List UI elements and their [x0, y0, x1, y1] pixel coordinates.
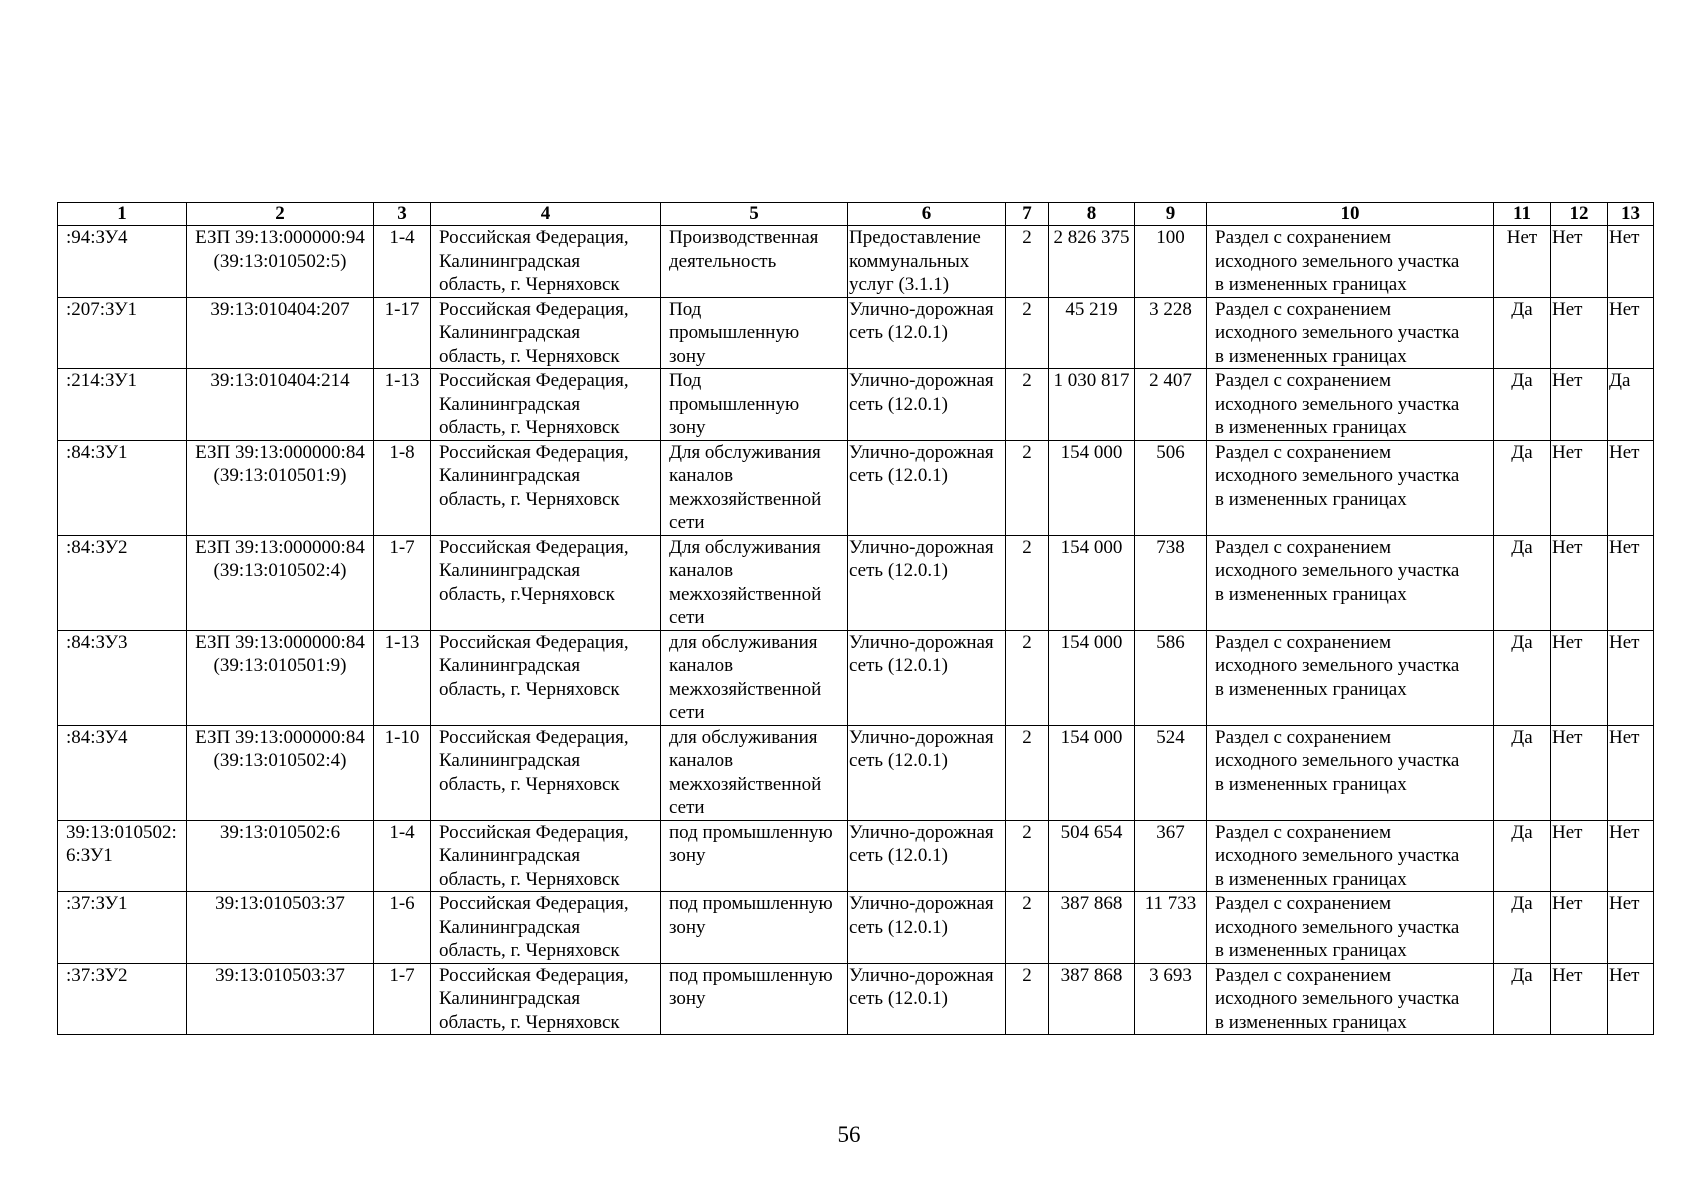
table-cell-col-13: Нет	[1608, 226, 1654, 298]
page-number: 56	[837, 1122, 861, 1147]
column-header-9: 9	[1135, 203, 1207, 226]
table-row	[58, 725, 1654, 820]
table-cell-col-6: Предоставление коммунальных услуг (3.1.1)	[848, 226, 1006, 298]
table-cell-col-4: Российская Федерация, Калининградская область, г. Черняховск	[431, 630, 661, 725]
column-header-3: 3	[374, 203, 431, 226]
table-cell-col-1: :84:ЗУ3	[58, 630, 187, 725]
table-cell-col-12: Нет	[1551, 892, 1608, 964]
table-cell-col-9: 3 228	[1135, 297, 1207, 369]
table-cell-col-5: под промышленную зону	[661, 892, 848, 964]
table-cell-col-8: 154 000	[1049, 440, 1135, 535]
table-cell-col-4: Российская Федерация, Калининградская область, г. Черняховск	[431, 297, 661, 369]
table-cell-col-2: ЕЗП 39:13:000000:84 (39:13:010502:4)	[187, 725, 374, 820]
table-cell-col-9: 524	[1135, 725, 1207, 820]
table-cell-col-13: Нет	[1608, 535, 1654, 630]
table-cell-col-1: :84:ЗУ4	[58, 725, 187, 820]
table-cell-col-6: Улично-дорожная сеть (12.0.1)	[848, 963, 1006, 1035]
table-cell-col-7: 2	[1006, 297, 1049, 369]
table-cell-col-1: :84:ЗУ1	[58, 440, 187, 535]
table-row	[58, 892, 1654, 964]
table-cell-col-7: 2	[1006, 630, 1049, 725]
table-cell-col-6: Улично-дорожная сеть (12.0.1)	[848, 297, 1006, 369]
table-cell-col-3: 1-4	[374, 226, 431, 298]
table-cell-col-7: 2	[1006, 226, 1049, 298]
table-cell-col-7: 2	[1006, 725, 1049, 820]
table-cell-col-6: Улично-дорожная сеть (12.0.1)	[848, 630, 1006, 725]
table-cell-col-4: Российская Федерация, Калининградская область, г. Черняховск	[431, 440, 661, 535]
table-cell-col-3: 1-6	[374, 892, 431, 964]
table-cell-col-3: 1-13	[374, 630, 431, 725]
table-cell-col-7: 2	[1006, 369, 1049, 441]
table-cell-col-9: 586	[1135, 630, 1207, 725]
table-cell-col-9: 738	[1135, 535, 1207, 630]
table-cell-col-10: Раздел с сохранением исходного земельного участка в измененных границах	[1207, 226, 1494, 298]
table-cell-col-2: ЕЗП 39:13:000000:94 (39:13:010502:5)	[187, 226, 374, 298]
table-cell-col-2: 39:13:010503:37	[187, 963, 374, 1035]
table-row	[58, 440, 1654, 535]
table-cell-col-10: Раздел с сохранением исходного земельного участка в измененных границах	[1207, 892, 1494, 964]
table-cell-col-1: :214:ЗУ1	[58, 369, 187, 441]
table-cell-col-8: 1 030 817	[1049, 369, 1135, 441]
table-cell-col-7: 2	[1006, 440, 1049, 535]
table-header-row	[58, 203, 1654, 226]
table-cell-col-12: Нет	[1551, 725, 1608, 820]
table-cell-col-11: Да	[1494, 963, 1551, 1035]
table-cell-col-10: Раздел с сохранением исходного земельного участка в измененных границах	[1207, 297, 1494, 369]
table-cell-col-5: Производственная деятельность	[661, 226, 848, 298]
table-cell-col-6: Улично-дорожная сеть (12.0.1)	[848, 369, 1006, 441]
table-cell-col-7: 2	[1006, 892, 1049, 964]
table-cell-col-5: для обслуживания каналов межхозяйственной сети	[661, 630, 848, 725]
table-cell-col-8: 2 826 375	[1049, 226, 1135, 298]
table-cell-col-13: Нет	[1608, 630, 1654, 725]
table-cell-col-9: 2 407	[1135, 369, 1207, 441]
column-header-11: 11	[1494, 203, 1551, 226]
column-header-2: 2	[187, 203, 374, 226]
table-cell-col-12: Нет	[1551, 630, 1608, 725]
table-cell-col-13: Да	[1608, 369, 1654, 441]
table-cell-col-5: под промышленную зону	[661, 963, 848, 1035]
table-cell-col-6: Улично-дорожная сеть (12.0.1)	[848, 440, 1006, 535]
table-cell-col-4: Российская Федерация, Калининградская область, г.Черняховск	[431, 535, 661, 630]
table-cell-col-13: Нет	[1608, 725, 1654, 820]
table-cell-col-8: 387 868	[1049, 963, 1135, 1035]
table-row	[58, 535, 1654, 630]
table-cell-col-4: Российская Федерация, Калининградская область, г. Черняховск	[431, 963, 661, 1035]
table-cell-col-2: ЕЗП 39:13:000000:84 (39:13:010502:4)	[187, 535, 374, 630]
table-cell-col-9: 11 733	[1135, 892, 1207, 964]
table-cell-col-2: ЕЗП 39:13:000000:84 (39:13:010501:9)	[187, 440, 374, 535]
table-cell-col-7: 2	[1006, 535, 1049, 630]
table-cell-col-11: Да	[1494, 297, 1551, 369]
table-row	[58, 820, 1654, 892]
table-cell-col-11: Да	[1494, 440, 1551, 535]
table-cell-col-13: Нет	[1608, 440, 1654, 535]
table-cell-col-8: 154 000	[1049, 725, 1135, 820]
table-cell-col-8: 154 000	[1049, 535, 1135, 630]
table-cell-col-6: Улично-дорожная сеть (12.0.1)	[848, 535, 1006, 630]
table-cell-col-11: Нет	[1494, 226, 1551, 298]
table-cell-col-13: Нет	[1608, 892, 1654, 964]
table-cell-col-8: 387 868	[1049, 892, 1135, 964]
table-cell-col-5: Под промышленную зону	[661, 297, 848, 369]
table-cell-col-1: :37:ЗУ1	[58, 892, 187, 964]
column-header-6: 6	[848, 203, 1006, 226]
table-cell-col-5: Для обслуживания каналов межхозяйственной сети	[661, 535, 848, 630]
table-cell-col-5: Для обслуживания каналов межхозяйственной сети	[661, 440, 848, 535]
table-row	[58, 226, 1654, 298]
table-cell-col-11: Да	[1494, 535, 1551, 630]
table-cell-col-6: Улично-дорожная сеть (12.0.1)	[848, 892, 1006, 964]
table-cell-col-12: Нет	[1551, 226, 1608, 298]
table-cell-col-2: 39:13:010503:37	[187, 892, 374, 964]
column-header-4: 4	[431, 203, 661, 226]
table-cell-col-1: 39:13:010502: 6:ЗУ1	[58, 820, 187, 892]
table-row	[58, 630, 1654, 725]
table-cell-col-9: 506	[1135, 440, 1207, 535]
column-header-7: 7	[1006, 203, 1049, 226]
table-cell-col-8: 45 219	[1049, 297, 1135, 369]
table-cell-col-5: для обслуживания каналов межхозяйственной сети	[661, 725, 848, 820]
table-cell-col-12: Нет	[1551, 535, 1608, 630]
table-cell-col-3: 1-7	[374, 963, 431, 1035]
table-cell-col-11: Да	[1494, 820, 1551, 892]
table-cell-col-11: Да	[1494, 725, 1551, 820]
table-cell-col-10: Раздел с сохранением исходного земельного участка в измененных границах	[1207, 369, 1494, 441]
table-cell-col-12: Нет	[1551, 820, 1608, 892]
table-cell-col-12: Нет	[1551, 369, 1608, 441]
table-cell-col-3: 1-7	[374, 535, 431, 630]
table-cell-col-13: Нет	[1608, 820, 1654, 892]
table-row	[58, 369, 1654, 441]
table-cell-col-6: Улично-дорожная сеть (12.0.1)	[848, 725, 1006, 820]
table-cell-col-10: Раздел с сохранением исходного земельного участка в измененных границах	[1207, 535, 1494, 630]
table-row	[58, 297, 1654, 369]
column-header-8: 8	[1049, 203, 1135, 226]
table-body	[58, 226, 1654, 1035]
table-cell-col-12: Нет	[1551, 297, 1608, 369]
table-row	[58, 963, 1654, 1035]
table-cell-col-10: Раздел с сохранением исходного земельного участка в измененных границах	[1207, 440, 1494, 535]
table-cell-col-3: 1-17	[374, 297, 431, 369]
table-cell-col-8: 504 654	[1049, 820, 1135, 892]
table-cell-col-5: под промышленную зону	[661, 820, 848, 892]
table-cell-col-4: Российская Федерация, Калининградская область, г. Черняховск	[431, 369, 661, 441]
table-cell-col-7: 2	[1006, 820, 1049, 892]
table-cell-col-6: Улично-дорожная сеть (12.0.1)	[848, 820, 1006, 892]
table-cell-col-8: 154 000	[1049, 630, 1135, 725]
table-cell-col-4: Российская Федерация, Калининградская область, г. Черняховск	[431, 892, 661, 964]
column-header-13: 13	[1608, 203, 1654, 226]
table-cell-col-11: Да	[1494, 369, 1551, 441]
table-cell-col-1: :84:ЗУ2	[58, 535, 187, 630]
table-cell-col-10: Раздел с сохранением исходного земельного участка в измененных границах	[1207, 725, 1494, 820]
table-cell-col-1: :207:ЗУ1	[58, 297, 187, 369]
table-cell-col-9: 3 693	[1135, 963, 1207, 1035]
table-cell-col-10: Раздел с сохранением исходного земельного участка в измененных границах	[1207, 963, 1494, 1035]
table-cell-col-5: Под промышленную зону	[661, 369, 848, 441]
table-cell-col-1: :94:ЗУ4	[58, 226, 187, 298]
table-cell-col-4: Российская Федерация, Калининградская область, г. Черняховск	[431, 820, 661, 892]
column-header-1: 1	[58, 203, 187, 226]
table-cell-col-4: Российская Федерация, Калининградская область, г. Черняховск	[431, 226, 661, 298]
table-cell-col-10: Раздел с сохранением исходного земельного участка в измененных границах	[1207, 820, 1494, 892]
table-cell-col-2: 39:13:010502:6	[187, 820, 374, 892]
table-cell-col-9: 367	[1135, 820, 1207, 892]
table-cell-col-3: 1-10	[374, 725, 431, 820]
table-cell-col-2: 39:13:010404:207	[187, 297, 374, 369]
table-cell-col-13: Нет	[1608, 963, 1654, 1035]
table-cell-col-10: Раздел с сохранением исходного земельного участка в измененных границах	[1207, 630, 1494, 725]
table-cell-col-2: 39:13:010404:214	[187, 369, 374, 441]
table-cell-col-12: Нет	[1551, 440, 1608, 535]
table-cell-col-11: Да	[1494, 630, 1551, 725]
table-cell-col-4: Российская Федерация, Калининградская область, г. Черняховск	[431, 725, 661, 820]
table-cell-col-1: :37:ЗУ2	[58, 963, 187, 1035]
column-header-10: 10	[1207, 203, 1494, 226]
table-cell-col-11: Да	[1494, 892, 1551, 964]
table-cell-col-7: 2	[1006, 963, 1049, 1035]
table-cell-col-13: Нет	[1608, 297, 1654, 369]
table-cell-col-2: ЕЗП 39:13:000000:84 (39:13:010501:9)	[187, 630, 374, 725]
table-cell-col-9: 100	[1135, 226, 1207, 298]
table-cell-col-3: 1-8	[374, 440, 431, 535]
land-plots-table	[57, 202, 1654, 1035]
column-header-5: 5	[661, 203, 848, 226]
table-cell-col-3: 1-4	[374, 820, 431, 892]
table-cell-col-3: 1-13	[374, 369, 431, 441]
table-cell-col-12: Нет	[1551, 963, 1608, 1035]
column-header-12: 12	[1551, 203, 1608, 226]
